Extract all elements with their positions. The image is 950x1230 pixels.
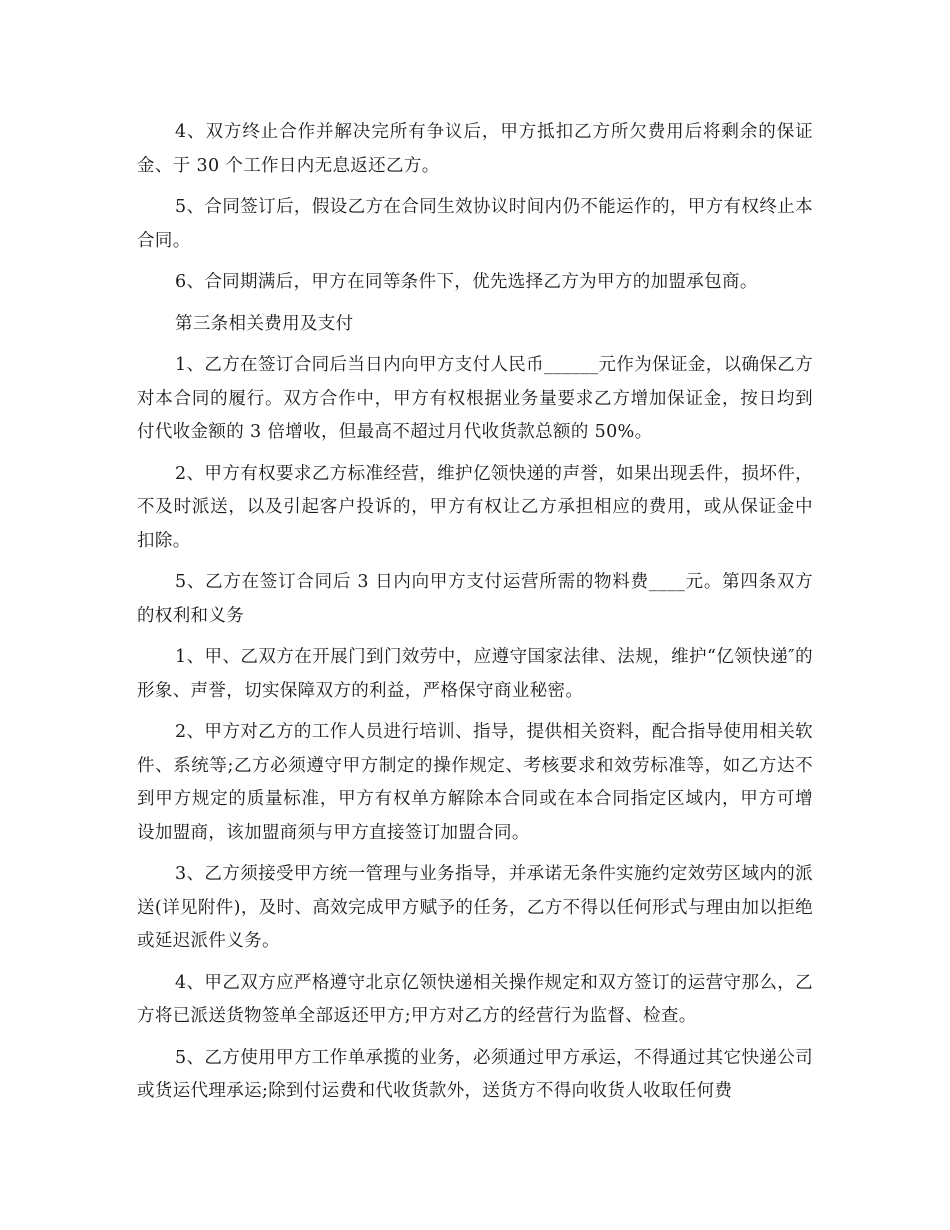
paragraph-rights-obligations-4: 4、甲乙双方应严格遵守北京亿领快递相关操作规定和双方签订的运营守那么，乙方将已派送货物签单全部返还甲方;甲方对乙方的经营行为监督、检查。 [137,972,813,1026]
paragraph-rights-obligations-3: 3、乙方须接受甲方统一管理与业务指导，并承诺无条件实施约定效劳区域内的派送(详见附件)，及时、高效完成甲方赋予的任务，乙方不得以任何形式与理由加以拒绝或延迟派件义务。 [137,864,813,951]
paragraph-security-deposit: 1、乙方在签订合同后当日内向甲方支付人民币______元作为保证金，以确保乙方对本合同的履行。双方合作中，甲方有权根据业务量要求乙方增加保证金，按日均到付代收金额的 3 倍增收，但最高不超过月代收货款总额的 50%。 [137,355,813,442]
paragraph-termination-deposit: 4、双方终止合作并解决完所有争议后，甲方抵扣乙方所欠费用后将剩余的保证金、于 30 个工作日内无息返还乙方。 [137,122,813,176]
paragraph-standard-operation: 2、甲方有权要求乙方标准经营，维护亿领快递的声誉，如果出现丢件，损坏件，不及时派送，以及引起客户投诉的，甲方有权让乙方承担相应的费用，或从保证金中扣除。 [137,463,813,551]
document-body [137,116,813,1117]
paragraph-contract-renewal: 6、合同期满后，甲方在同等条件下，优先选择乙方为甲方的加盟承包商。 [175,272,758,292]
paragraph-material-fee: 5、乙方在签订合同后 3 日内向甲方支付运营所需的物料费____元。第四条双方的权利和义务 [137,572,813,626]
section-heading-fees: 第三条相关费用及支付 [175,313,354,334]
paragraph-contract-termination: 5、合同签订后，假设乙方在合同生效协议时间内仍不能运作的，甲方有权终止本合同。 [137,197,813,251]
paragraph-rights-obligations-1: 1、甲、乙双方在开展门到门效劳中，应遵守国家法律、法规，维护“亿领快递″的形象、声誉，切实保障双方的利益，严格保守商业秘密。 [137,647,813,701]
paragraph-rights-obligations-2: 2、甲方对乙方的工作人员进行培训、指导，提供相关资料，配合指导使用相关软件、系统等;乙方必须遵守甲方制定的操作规定、考核要求和效劳标准等，如乙方达不到甲方规定的质量标准，甲方有权单方解除本合同或在本合同指定区域内，甲方可增设加盟商，该加盟商须与甲方直接签订加盟合同。 [137,722,813,843]
paragraph-rights-obligations-5: 5、乙方使用甲方工作单承揽的业务，必须通过甲方承运，不得通过其它快递公司或货运代理承运;除到付运费和代收货款外，送货方不得向收货人收取任何费 [137,1047,813,1101]
